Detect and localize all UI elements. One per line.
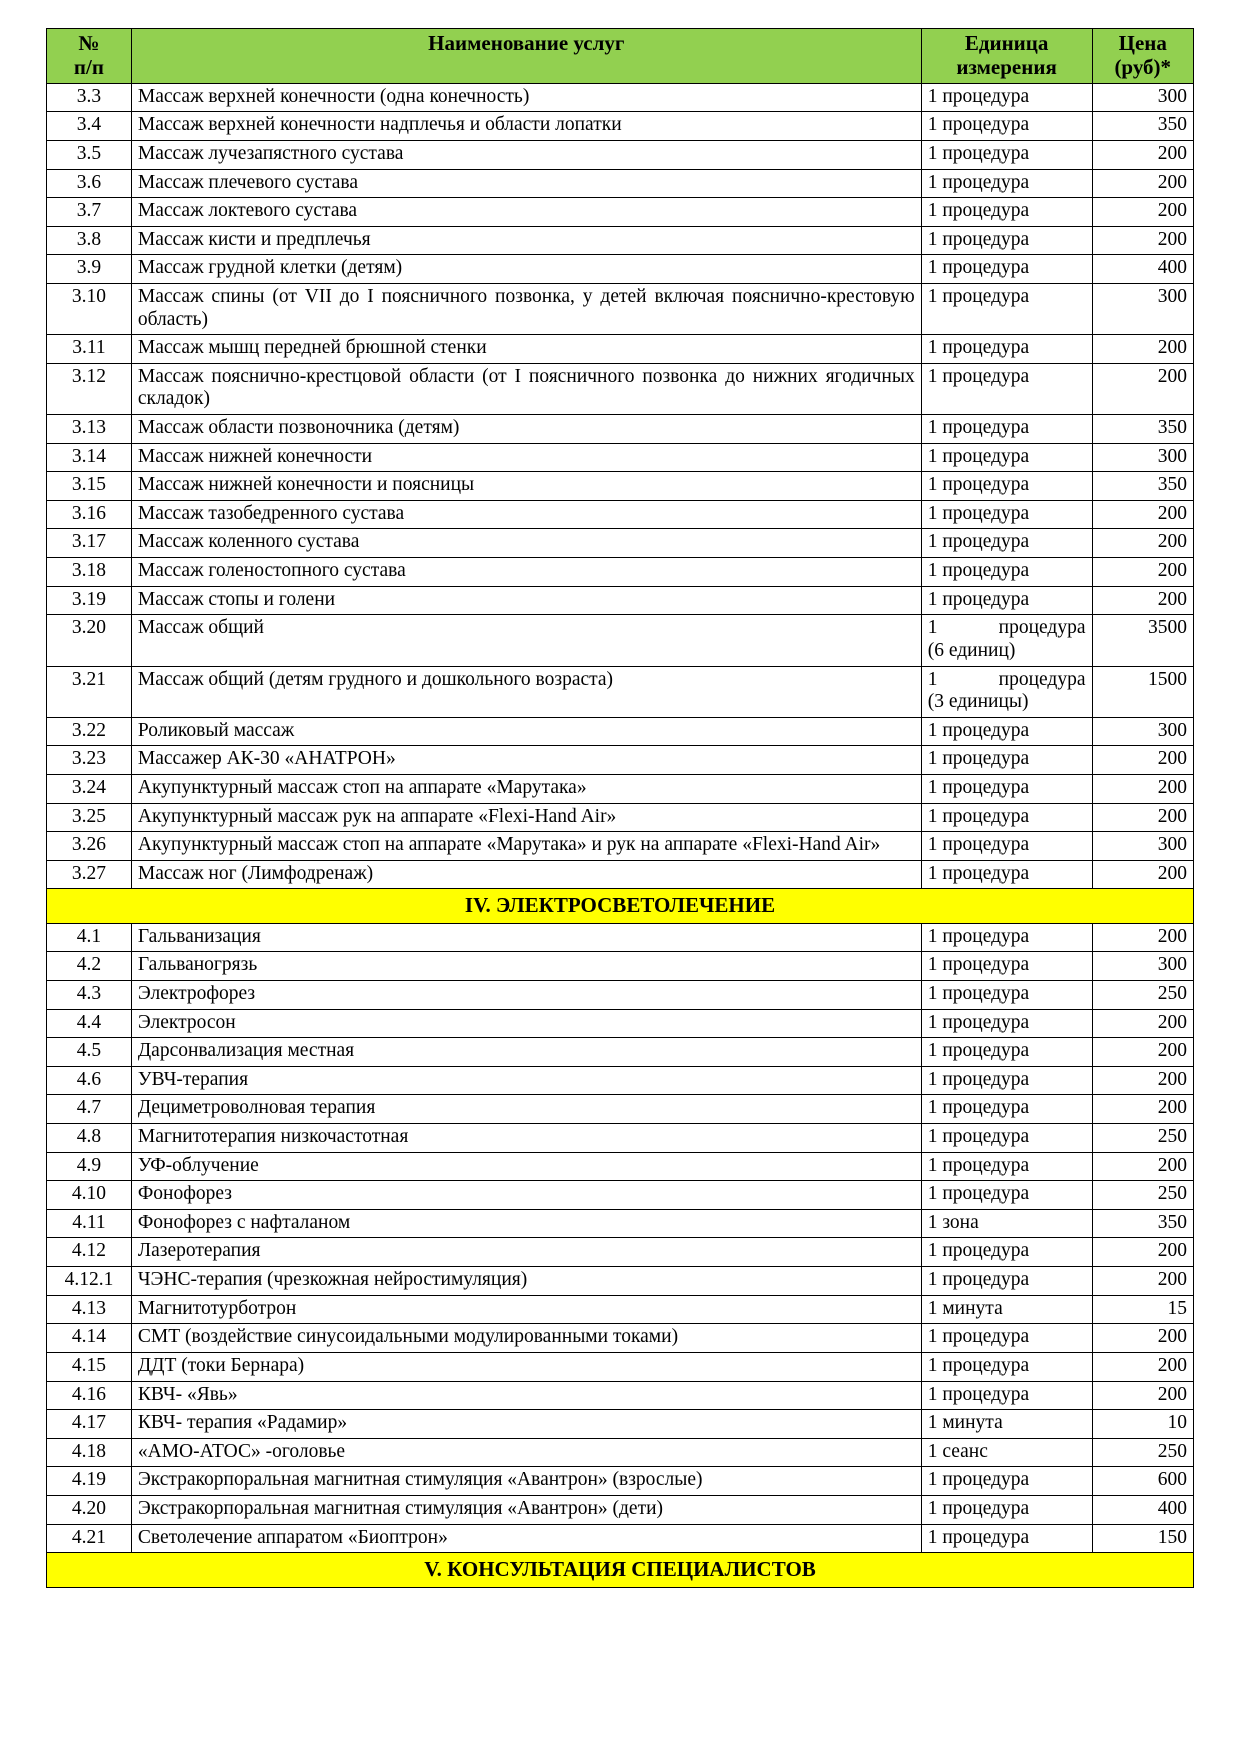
- section-title: V. КОНСУЛЬТАЦИЯ СПЕЦИАЛИСТОВ: [47, 1553, 1194, 1587]
- cell-number: 4.21: [47, 1524, 132, 1553]
- cell-number: 3.3: [47, 83, 132, 112]
- cell-unit: 1 процедура: [921, 1524, 1092, 1553]
- cell-number: 3.17: [47, 529, 132, 558]
- table-row: [47, 666, 1194, 717]
- cell-number: 3.18: [47, 558, 132, 587]
- cell-service-name: Массаж коленного сустава: [131, 529, 921, 558]
- cell-unit: 1 процедура: [921, 980, 1092, 1009]
- cell-service-name: Массаж верхней конечности надплечья и области лопатки: [131, 112, 921, 141]
- cell-service-name: ЧЭНС-терапия (чрезкожная нейростимуляция): [131, 1267, 921, 1296]
- table-row: [47, 1095, 1194, 1124]
- cell-service-name: Экстракорпоральная магнитная стимуляция «Авантрон» (взрослые): [131, 1467, 921, 1496]
- cell-unit: 1 процедура: [921, 1238, 1092, 1267]
- cell-unit: 1 процедура: [921, 860, 1092, 889]
- cell-service-name: КВЧ- «Явь»: [131, 1381, 921, 1410]
- table-row: [47, 1324, 1194, 1353]
- cell-unit: 1 процедура: [921, 283, 1092, 334]
- cell-number: 3.10: [47, 283, 132, 334]
- cell-price: 350: [1092, 112, 1193, 141]
- cell-number: 4.5: [47, 1038, 132, 1067]
- table-row: [47, 1352, 1194, 1381]
- cell-unit: 1 процедура: [921, 717, 1092, 746]
- cell-unit-line1: 1 процедура: [927, 617, 1086, 639]
- cell-service-name: Массаж грудной клетки (детям): [131, 255, 921, 284]
- cell-number: 4.1: [47, 923, 132, 952]
- cell-price: 150: [1092, 1524, 1193, 1553]
- cell-price: 200: [1092, 558, 1193, 587]
- table-row: [47, 1495, 1194, 1524]
- cell-unit: 1 процедура: [921, 803, 1092, 832]
- cell-number: 3.11: [47, 335, 132, 364]
- column-header-price-line1: Цена: [1118, 31, 1167, 55]
- cell-unit: 1 процедура: [921, 1324, 1092, 1353]
- table-row: [47, 335, 1194, 364]
- cell-service-name: Магнитотурботрон: [131, 1295, 921, 1324]
- cell-unit: 1 минута: [921, 1410, 1092, 1439]
- cell-unit: 1 процедура: [921, 1181, 1092, 1210]
- table-row: [47, 774, 1194, 803]
- cell-service-name: Электрофорез: [131, 980, 921, 1009]
- cell-price: 200: [1092, 1381, 1193, 1410]
- cell-price: 200: [1092, 586, 1193, 615]
- column-header-unit-line1: Единица: [964, 31, 1049, 55]
- table-row: [47, 860, 1194, 889]
- table-row: [47, 558, 1194, 587]
- cell-price: 200: [1092, 226, 1193, 255]
- table-row: [47, 472, 1194, 501]
- table-row: [47, 980, 1194, 1009]
- table-row: [47, 1438, 1194, 1467]
- cell-price: 200: [1092, 1352, 1193, 1381]
- cell-number: 3.21: [47, 666, 132, 717]
- cell-unit: 1 процедура: [921, 335, 1092, 364]
- column-header-price: [1092, 29, 1193, 84]
- column-header-number-line2: п/п: [73, 55, 104, 80]
- table-row: [47, 1066, 1194, 1095]
- cell-number: 3.8: [47, 226, 132, 255]
- cell-price: 200: [1092, 1152, 1193, 1181]
- cell-service-name: Массаж локтевого сустава: [131, 198, 921, 227]
- cell-price: 350: [1092, 1209, 1193, 1238]
- cell-service-name: Массаж голеностопного сустава: [131, 558, 921, 587]
- table-row: [47, 363, 1194, 414]
- cell-number: 3.26: [47, 832, 132, 861]
- section-header-row: [47, 1553, 1194, 1587]
- table-row: [47, 255, 1194, 284]
- cell-service-name: ДДТ (токи Бернара): [131, 1352, 921, 1381]
- table-row: [47, 832, 1194, 861]
- cell-unit: 1 процедура: [921, 415, 1092, 444]
- table-row: [47, 226, 1194, 255]
- cell-number: 4.17: [47, 1410, 132, 1439]
- cell-service-name: Магнитотерапия низкочастотная: [131, 1124, 921, 1153]
- cell-price: 250: [1092, 1124, 1193, 1153]
- cell-unit: [921, 615, 1092, 666]
- cell-unit: 1 процедура: [921, 558, 1092, 587]
- cell-price: 200: [1092, 1038, 1193, 1067]
- cell-price: 200: [1092, 803, 1193, 832]
- cell-unit: 1 процедура: [921, 1124, 1092, 1153]
- cell-price: 300: [1092, 952, 1193, 981]
- cell-service-name: Массаж плечевого сустава: [131, 169, 921, 198]
- cell-service-name: Массажер АК-30 «АНАТРОН»: [131, 746, 921, 775]
- table-row: [47, 529, 1194, 558]
- table-row: [47, 83, 1194, 112]
- cell-unit: 1 процедура: [921, 923, 1092, 952]
- cell-unit: 1 процедура: [921, 1152, 1092, 1181]
- cell-service-name: Светолечение аппаратом «Биоптрон»: [131, 1524, 921, 1553]
- cell-number: 3.22: [47, 717, 132, 746]
- cell-number: 4.11: [47, 1209, 132, 1238]
- cell-unit: 1 процедура: [921, 472, 1092, 501]
- table-row: [47, 415, 1194, 444]
- cell-service-name: Экстракорпоральная магнитная стимуляция «Авантрон» (дети): [131, 1495, 921, 1524]
- header-row: [47, 29, 1194, 84]
- cell-unit: 1 процедура: [921, 500, 1092, 529]
- cell-unit: 1 процедура: [921, 1095, 1092, 1124]
- table-row: [47, 586, 1194, 615]
- cell-price: 600: [1092, 1467, 1193, 1496]
- cell-service-name: Массаж области позвоночника (детям): [131, 415, 921, 444]
- table-row: [47, 1238, 1194, 1267]
- cell-unit: 1 процедура: [921, 140, 1092, 169]
- cell-price: 200: [1092, 1267, 1193, 1296]
- cell-service-name: «АМО-АТОС» -оголовье: [131, 1438, 921, 1467]
- cell-number: 4.4: [47, 1009, 132, 1038]
- cell-number: 3.23: [47, 746, 132, 775]
- table-row: [47, 169, 1194, 198]
- cell-service-name: Массаж спины (от VII до I поясничного позвонка, у детей включая пояснично-крестовую область): [131, 283, 921, 334]
- cell-number: 4.12.1: [47, 1267, 132, 1296]
- cell-price: 200: [1092, 1066, 1193, 1095]
- cell-number: 3.24: [47, 774, 132, 803]
- cell-service-name: Акупунктурный массаж стоп на аппарате «Марутака» и рук на аппарате «Flexi-Hand Air»: [131, 832, 921, 861]
- cell-unit: 1 процедура: [921, 1066, 1092, 1095]
- column-header-unit: [921, 29, 1092, 84]
- cell-service-name: Массаж нижней конечности: [131, 443, 921, 472]
- cell-price: 300: [1092, 717, 1193, 746]
- cell-number: 3.15: [47, 472, 132, 501]
- cell-unit: 1 процедура: [921, 952, 1092, 981]
- cell-number: 3.4: [47, 112, 132, 141]
- table-row: [47, 1038, 1194, 1067]
- cell-number: 4.15: [47, 1352, 132, 1381]
- cell-price: 200: [1092, 169, 1193, 198]
- cell-price: 400: [1092, 1495, 1193, 1524]
- table-row: [47, 923, 1194, 952]
- table-row: [47, 1410, 1194, 1439]
- cell-service-name: Дарсонвализация местная: [131, 1038, 921, 1067]
- table-header: [47, 29, 1194, 84]
- cell-unit: 1 процедура: [921, 83, 1092, 112]
- cell-unit: 1 процедура: [921, 1009, 1092, 1038]
- cell-unit: [921, 666, 1092, 717]
- cell-number: 4.13: [47, 1295, 132, 1324]
- cell-unit: 1 зона: [921, 1209, 1092, 1238]
- cell-service-name: Электросон: [131, 1009, 921, 1038]
- cell-unit-line1: 1 процедура: [927, 668, 1086, 690]
- cell-service-name: Гальванизация: [131, 923, 921, 952]
- cell-unit: 1 процедура: [921, 1495, 1092, 1524]
- cell-unit: 1 процедура: [921, 1352, 1092, 1381]
- cell-price: 200: [1092, 1009, 1193, 1038]
- section-header-row: [47, 889, 1194, 923]
- table-row: [47, 1295, 1194, 1324]
- table-row: [47, 1209, 1194, 1238]
- cell-price: 1500: [1092, 666, 1193, 717]
- price-list-table: [46, 28, 1194, 1588]
- table-row: [47, 1124, 1194, 1153]
- cell-number: 3.5: [47, 140, 132, 169]
- cell-price: 200: [1092, 923, 1193, 952]
- cell-number: 3.19: [47, 586, 132, 615]
- cell-price: 200: [1092, 335, 1193, 364]
- table-row: [47, 443, 1194, 472]
- cell-service-name: УФ-облучение: [131, 1152, 921, 1181]
- cell-number: 4.6: [47, 1066, 132, 1095]
- cell-number: 4.16: [47, 1381, 132, 1410]
- column-header-price-line2: (руб)*: [1114, 55, 1172, 80]
- cell-price: 200: [1092, 860, 1193, 889]
- cell-number: 3.25: [47, 803, 132, 832]
- cell-price: 200: [1092, 1324, 1193, 1353]
- column-header-service-name: Наименование услуг: [131, 29, 921, 84]
- cell-price: 250: [1092, 1438, 1193, 1467]
- cell-service-name: Акупунктурный массаж рук на аппарате «Flexi-Hand Air»: [131, 803, 921, 832]
- cell-service-name: Гальваногрязь: [131, 952, 921, 981]
- cell-number: 3.7: [47, 198, 132, 227]
- cell-price: 300: [1092, 443, 1193, 472]
- cell-service-name: Роликовый массаж: [131, 717, 921, 746]
- table-row: [47, 112, 1194, 141]
- cell-number: 4.7: [47, 1095, 132, 1124]
- cell-service-name: УВЧ-терапия: [131, 1066, 921, 1095]
- table-row: [47, 198, 1194, 227]
- cell-number: 3.13: [47, 415, 132, 444]
- cell-price: 3500: [1092, 615, 1193, 666]
- table-row: [47, 140, 1194, 169]
- cell-price: 200: [1092, 1095, 1193, 1124]
- table-row: [47, 746, 1194, 775]
- cell-unit: 1 процедура: [921, 774, 1092, 803]
- table-row: [47, 500, 1194, 529]
- cell-unit: 1 процедура: [921, 198, 1092, 227]
- cell-price: 350: [1092, 415, 1193, 444]
- cell-unit-line2: (3 единицы): [927, 691, 1029, 713]
- cell-service-name: Массаж общий: [131, 615, 921, 666]
- cell-unit: 1 процедура: [921, 529, 1092, 558]
- table-row: [47, 1152, 1194, 1181]
- cell-price: 300: [1092, 283, 1193, 334]
- table-body: [47, 83, 1194, 1587]
- cell-price: 200: [1092, 500, 1193, 529]
- cell-number: 3.12: [47, 363, 132, 414]
- cell-number: 3.14: [47, 443, 132, 472]
- cell-number: 4.10: [47, 1181, 132, 1210]
- cell-service-name: Массаж верхней конечности (одна конечность): [131, 83, 921, 112]
- cell-price: 200: [1092, 1238, 1193, 1267]
- table-row: [47, 1381, 1194, 1410]
- cell-unit: 1 процедура: [921, 112, 1092, 141]
- cell-service-name: Массаж ног (Лимфодренаж): [131, 860, 921, 889]
- cell-price: 200: [1092, 198, 1193, 227]
- cell-price: 200: [1092, 363, 1193, 414]
- cell-service-name: Дециметроволновая терапия: [131, 1095, 921, 1124]
- table-row: [47, 283, 1194, 334]
- cell-unit: 1 процедура: [921, 1381, 1092, 1410]
- cell-unit: 1 сеанс: [921, 1438, 1092, 1467]
- cell-number: 4.14: [47, 1324, 132, 1353]
- table-row: [47, 615, 1194, 666]
- cell-service-name: СМТ (воздействие синусоидальными модулированными токами): [131, 1324, 921, 1353]
- cell-number: 4.3: [47, 980, 132, 1009]
- table-row: [47, 717, 1194, 746]
- cell-service-name: Лазеротерапия: [131, 1238, 921, 1267]
- cell-price: 200: [1092, 774, 1193, 803]
- cell-number: 4.2: [47, 952, 132, 981]
- cell-service-name: Массаж пояснично-крестцовой области (от I поясничного позвонка до нижних ягодичных складок): [131, 363, 921, 414]
- cell-unit-line2: (6 единиц): [927, 639, 1016, 661]
- cell-number: 3.6: [47, 169, 132, 198]
- cell-service-name: Массаж кисти и предплечья: [131, 226, 921, 255]
- cell-unit: 1 процедура: [921, 832, 1092, 861]
- cell-number: 4.18: [47, 1438, 132, 1467]
- cell-price: 300: [1092, 83, 1193, 112]
- cell-number: 4.19: [47, 1467, 132, 1496]
- cell-number: 3.27: [47, 860, 132, 889]
- cell-service-name: Массаж лучезапястного сустава: [131, 140, 921, 169]
- cell-number: 4.20: [47, 1495, 132, 1524]
- cell-unit: 1 процедура: [921, 1038, 1092, 1067]
- cell-unit: 1 процедура: [921, 746, 1092, 775]
- cell-unit: 1 процедура: [921, 443, 1092, 472]
- table-row: [47, 1009, 1194, 1038]
- cell-unit: 1 процедура: [921, 226, 1092, 255]
- table-row: [47, 1181, 1194, 1210]
- cell-price: 350: [1092, 472, 1193, 501]
- cell-price: 15: [1092, 1295, 1193, 1324]
- cell-price: 300: [1092, 832, 1193, 861]
- column-header-number-line1: №: [78, 31, 100, 55]
- table-row: [47, 1267, 1194, 1296]
- cell-service-name: Массаж тазобедренного сустава: [131, 500, 921, 529]
- table-row: [47, 1524, 1194, 1553]
- cell-service-name: Фонофорез: [131, 1181, 921, 1210]
- table-row: [47, 803, 1194, 832]
- cell-number: 4.8: [47, 1124, 132, 1153]
- cell-number: 3.20: [47, 615, 132, 666]
- cell-number: 3.16: [47, 500, 132, 529]
- cell-price: 200: [1092, 140, 1193, 169]
- section-title: IV. ЭЛЕКТРОСВЕТОЛЕЧЕНИЕ: [47, 889, 1194, 923]
- cell-service-name: Массаж стопы и голени: [131, 586, 921, 615]
- cell-service-name: Акупунктурный массаж стоп на аппарате «Марутака»: [131, 774, 921, 803]
- cell-unit: 1 минута: [921, 1295, 1092, 1324]
- cell-price: 200: [1092, 746, 1193, 775]
- table-row: [47, 1467, 1194, 1496]
- cell-unit: 1 процедура: [921, 363, 1092, 414]
- cell-service-name: Массаж мышц передней брюшной стенки: [131, 335, 921, 364]
- cell-price: 250: [1092, 1181, 1193, 1210]
- table-row: [47, 952, 1194, 981]
- column-header-unit-line2: измерения: [956, 55, 1057, 80]
- cell-price: 200: [1092, 529, 1193, 558]
- cell-unit: 1 процедура: [921, 1267, 1092, 1296]
- cell-unit: 1 процедура: [921, 169, 1092, 198]
- cell-number: 3.9: [47, 255, 132, 284]
- cell-unit: 1 процедура: [921, 1467, 1092, 1496]
- cell-service-name: КВЧ- терапия «Радамир»: [131, 1410, 921, 1439]
- cell-service-name: Массаж общий (детям грудного и дошкольного возраста): [131, 666, 921, 717]
- cell-service-name: Фонофорез с нафталаном: [131, 1209, 921, 1238]
- cell-price: 400: [1092, 255, 1193, 284]
- cell-unit: 1 процедура: [921, 586, 1092, 615]
- cell-price: 250: [1092, 980, 1193, 1009]
- cell-number: 4.12: [47, 1238, 132, 1267]
- cell-unit: 1 процедура: [921, 255, 1092, 284]
- column-header-number: [47, 29, 132, 84]
- cell-service-name: Массаж нижней конечности и поясницы: [131, 472, 921, 501]
- cell-number: 4.9: [47, 1152, 132, 1181]
- cell-price: 10: [1092, 1410, 1193, 1439]
